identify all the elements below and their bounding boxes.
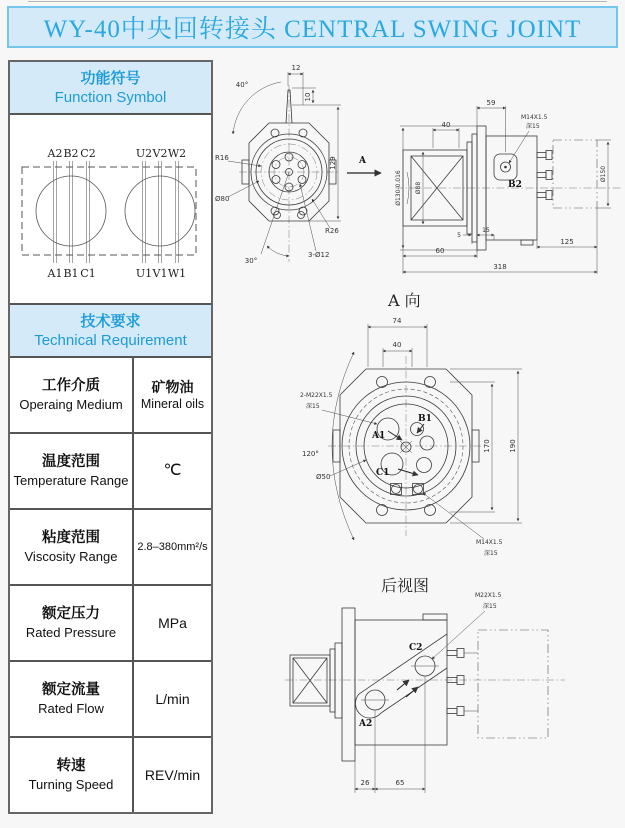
dim-thread-m14b: M14X1.5 (476, 539, 503, 546)
row-label-cn: 粘度范围 (42, 530, 100, 546)
row-label (10, 510, 134, 584)
row-label-en: Temperature Range (13, 473, 129, 488)
row-value (134, 662, 211, 736)
port-label-u1: U1 (135, 267, 153, 280)
dim-depth-15a: 深15 (306, 403, 320, 410)
row-label (10, 738, 134, 812)
table-row-operating-medium (10, 358, 211, 434)
port-label-a1: A1 (47, 267, 63, 280)
row-label-en: Rated Pressure (25, 625, 117, 640)
dim-65: 65 (395, 779, 405, 787)
dim-59: 59 (486, 99, 496, 107)
row-value-cn: 矿物油 (151, 379, 194, 395)
dim-26: 26 (360, 779, 370, 787)
port-label-a1: A1 (372, 431, 386, 441)
dim-170: 170 (483, 439, 491, 453)
port-label-b1: B1 (418, 414, 432, 424)
row-value-text: REV/min (144, 767, 201, 783)
row-value (134, 510, 211, 584)
row-label (10, 434, 134, 508)
row-label-en: Viscosity Range (24, 549, 118, 564)
row-label (10, 358, 134, 432)
dim-depth-15b: 深15 (484, 550, 498, 557)
a-view-geometry (328, 356, 484, 536)
side-view-drawing (395, 78, 625, 301)
row-label-en: Turning Speed (28, 777, 114, 792)
rear-view-dimensions (355, 592, 502, 793)
port-label-u2: U2 (135, 147, 153, 160)
row-value-text: 2.8–380mm²/s (137, 541, 208, 553)
port-label-b1: B1 (63, 267, 79, 280)
table-row-rated-pressure (10, 586, 211, 662)
a-view-drawing (300, 290, 560, 587)
dim-40deg: 40° (235, 81, 249, 89)
technical-requirement-title-cn: 技术要求 (80, 312, 141, 330)
a-view-svg (300, 290, 560, 582)
dim-d88: Ø88 (415, 181, 422, 195)
function-symbol-header (10, 62, 211, 115)
table-row-rated-flow (10, 662, 211, 738)
function-symbol-diagram (10, 115, 211, 305)
port-label-b2: B2 (63, 147, 79, 160)
port-label-c2: C2 (409, 643, 423, 653)
rear-view-drawing (285, 573, 625, 828)
dim-depth-15: 深15 (483, 603, 497, 610)
dim-40: 40 (392, 341, 402, 349)
table-row-temperature-range (10, 434, 211, 510)
row-value-en: Mineral oils (140, 397, 205, 411)
symbol-boundary (22, 167, 196, 255)
front-view-geometry (239, 85, 339, 262)
row-label-cn: 转速 (56, 758, 86, 774)
table-row-turning-speed (10, 738, 211, 812)
dim-d150: Ø150 (600, 165, 607, 183)
row-label-cn: 额定流量 (42, 682, 100, 698)
row-value (134, 358, 211, 432)
port-label-v2: V2 (152, 147, 168, 160)
dim-thread-2m22: 2-M22X1.5 (300, 392, 333, 399)
spec-table (8, 60, 213, 814)
port-label-w1: W1 (167, 267, 187, 280)
dim-60: 60 (435, 247, 445, 255)
dim-15: 15 (482, 227, 490, 234)
view-direction-label: A (359, 156, 366, 166)
dim-74: 74 (392, 317, 402, 325)
row-label-en: Operaing Medium (19, 397, 123, 412)
dim-thread-m22: M22X1.5 (475, 592, 502, 599)
function-symbol-title-cn: 功能符号 (80, 69, 141, 87)
port-label-c2: C2 (80, 147, 96, 160)
rear-view-title: 后视图 (381, 576, 430, 595)
port-label-w2: W2 (167, 147, 187, 160)
row-label (10, 586, 134, 660)
rear-view-svg (285, 573, 625, 826)
dim-125: 125 (560, 238, 574, 246)
port-label-a2: A2 (359, 719, 373, 729)
row-value (134, 434, 211, 508)
dim-40: 40 (441, 121, 451, 129)
dim-3xd12: 3-Ø12 (308, 251, 330, 259)
dim-d80: Ø80 (215, 195, 230, 203)
port-label-c1: C1 (376, 468, 390, 478)
row-value (134, 586, 211, 660)
row-label-cn: 额定压力 (42, 606, 100, 622)
dim-depth-15: 深15 (526, 123, 540, 130)
left-joint-circle (36, 176, 106, 246)
port-label-v1: V1 (152, 267, 168, 280)
dim-129: 129 (329, 156, 337, 170)
dim-318: 318 (493, 263, 507, 271)
port-label-c1: C1 (80, 267, 96, 280)
dim-r16: R16 (215, 154, 229, 162)
row-value (134, 738, 211, 812)
row-value-text: MPa (158, 615, 187, 631)
dim-d50: Ø50 (316, 473, 331, 481)
side-view-dimensions (395, 99, 611, 274)
side-view-svg (395, 78, 625, 296)
row-value-text: L/min (155, 691, 190, 707)
dim-30deg: 30° (244, 257, 258, 265)
technical-requirement-header (10, 305, 211, 358)
row-label-cn: 工作介质 (42, 378, 100, 394)
table-row-viscosity-range (10, 510, 211, 586)
port-label-a2: A2 (47, 147, 63, 160)
row-label-en: Rated Flow (38, 701, 104, 716)
dim-thread-m14: M14X1.5 (521, 114, 548, 121)
dim-10: 10 (304, 92, 312, 102)
page-title-text: WY-40中央回转接头 CENTRAL SWING JOINT (43, 16, 582, 43)
port-label-b2: B2 (508, 180, 522, 190)
function-symbol-title-en: Function Symbol (54, 88, 167, 106)
function-symbol-svg (10, 115, 207, 303)
symbol-channels (22, 161, 196, 263)
row-value-text: ℃ (163, 462, 182, 479)
front-view-drawing (213, 60, 415, 303)
dim-120deg: 120° (302, 450, 319, 458)
right-joint-circle (125, 176, 195, 246)
front-view-svg (213, 60, 415, 298)
dim-r26: R26 (325, 227, 339, 235)
dim-12: 12 (291, 64, 301, 72)
a-view-title: A 向 (388, 291, 421, 310)
dim-190: 190 (509, 439, 517, 453)
dim-5: 5 (457, 232, 461, 239)
technical-requirement-title-en: Technical Requirement (34, 331, 187, 349)
dim-d130: Ø130-0.016 (395, 170, 402, 206)
page-title (7, 6, 618, 48)
row-label (10, 662, 134, 736)
row-label-cn: 温度范围 (42, 454, 100, 470)
